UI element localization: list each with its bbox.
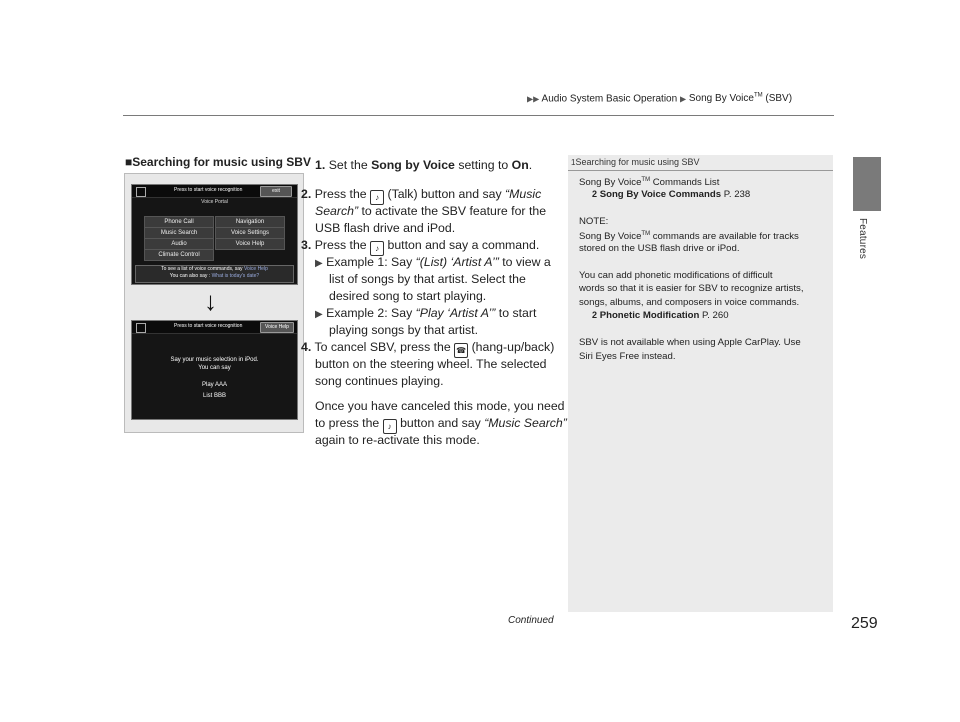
note-line-7: words so that it is easier for SBV to recognize artists,	[579, 283, 804, 294]
note-xref-phonetic: 2 Phonetic Modification P. 260	[592, 310, 729, 321]
talk-button-icon: ♪	[370, 190, 384, 205]
menu-item-voice-settings: Voice Settings	[215, 227, 285, 239]
example-1-line-2: list of songs by that artist. Select the	[329, 272, 526, 286]
down-arrow-icon: ↓	[204, 286, 217, 316]
step-1: 1. Set the Song by Voice setting to On.	[315, 158, 533, 172]
menu-item-phone-call: Phone Call	[144, 216, 214, 228]
breadcrumb	[527, 93, 792, 104]
voice-prompt-text: Press to start voice recognition	[174, 187, 243, 193]
step-4-line-2: button on the steering wheel. The selected	[315, 357, 547, 371]
example-2-line-2: playing songs by that artist.	[329, 323, 479, 337]
paragraph-line-1: Once you have canceled this mode, you need	[315, 399, 565, 413]
example-2: ▶ Example 2: Say “Play ‘Artist A’” to start	[315, 306, 537, 320]
voice-help-note: To see a list of voice commands, say Voice Help You can also say : What is today's date?	[135, 265, 294, 283]
section-title: ■Searching for music using SBV	[125, 155, 311, 169]
paragraph-line-2: to press the ♪ button and say “Music Search”	[315, 415, 567, 434]
example-1-line-3: desired song to start playing.	[329, 289, 487, 303]
menu-item-climate-control: Climate Control	[144, 249, 214, 261]
talk-button-icon: ♪	[370, 241, 384, 256]
menu-item-music-search: Music Search	[144, 227, 214, 239]
note-xref-commands: 2 Song By Voice Commands P. 238	[592, 189, 751, 200]
menu-item-voice-help: Voice Help	[215, 238, 285, 250]
step-2: 2. Press the ♪ (Talk) button and say “Music	[301, 186, 541, 205]
voice-prompt-text: Press to start voice recognition	[174, 323, 243, 329]
menu-item-audio: Audio	[144, 238, 214, 250]
paragraph-line-3: again to re-activate this mode.	[315, 433, 480, 447]
note-line-10: SBV is not available when using Apple CarPlay. Use	[579, 337, 801, 348]
note-label: NOTE:	[579, 216, 609, 227]
breadcrumb-arrow-icon: ▶▶	[527, 94, 540, 104]
menu-item-navigation: Navigation	[215, 216, 285, 228]
music-search-screen	[131, 320, 298, 420]
hang-up-button-icon: ☎	[454, 343, 468, 358]
header-divider	[123, 115, 834, 116]
step-4-line-3: song continues playing.	[315, 374, 444, 388]
music-selection-prompt: Say your music selection in iPod.	[170, 357, 259, 363]
voice-portal-screen	[131, 184, 298, 285]
command-example-play: Play AAA	[201, 382, 227, 388]
cross-reference-icon: 2	[592, 310, 598, 320]
note-title: 1Searching for music using SBV	[571, 157, 700, 167]
note-line-11: Siri Eyes Free instead.	[579, 351, 676, 362]
example-1: ▶ Example 1: Say “(List) ‘Artist A’” to view a	[315, 255, 551, 269]
home-icon	[136, 323, 146, 333]
home-icon	[136, 187, 146, 197]
note-line-4: Song By Voice™ commands are available for tracks	[579, 231, 799, 243]
screen-top-bar	[132, 185, 297, 198]
breadcrumb-arrow-icon: ▶	[679, 94, 687, 104]
breadcrumb-item-audio-system: Audio System Basic Operation	[541, 93, 678, 105]
breadcrumb-item-song-by-voice: Song By Voice™ (SBV)	[688, 93, 793, 105]
you-can-say-text: You can say	[198, 365, 231, 371]
voice-help-button: Voice Help	[260, 322, 294, 333]
note-title-divider	[568, 170, 833, 171]
note-line-commands-list: Song By Voice™ Commands List	[579, 177, 720, 189]
voice-portal-title: Voice Portal	[201, 199, 228, 205]
screen-top-bar	[132, 321, 297, 334]
step-2-line-3: USB flash drive and iPod.	[315, 221, 456, 235]
command-example-list: List BBB	[202, 393, 226, 399]
page-number: 259	[851, 615, 878, 632]
exit-button: exit	[260, 186, 292, 197]
step-3: 3. Press the ♪ button and say a command.	[301, 237, 539, 256]
chapter-tab	[853, 157, 881, 211]
continued-label: Continued	[508, 615, 554, 626]
note-line-6: You can add phonetic modifications of difficult	[579, 270, 773, 281]
note-line-8: songs, albums, and composers in voice commands.	[579, 297, 800, 308]
step-2-line-2: Search” to activate the SBV feature for the	[315, 204, 547, 218]
cross-reference-icon: 2	[592, 189, 598, 199]
note-line-5: stored on the USB flash drive or iPod.	[579, 243, 740, 254]
talk-button-icon: ♪	[383, 419, 397, 434]
step-4: 4. To cancel SBV, press the ☎ (hang-up/back)	[301, 339, 554, 358]
chapter-label: Features	[857, 218, 868, 260]
